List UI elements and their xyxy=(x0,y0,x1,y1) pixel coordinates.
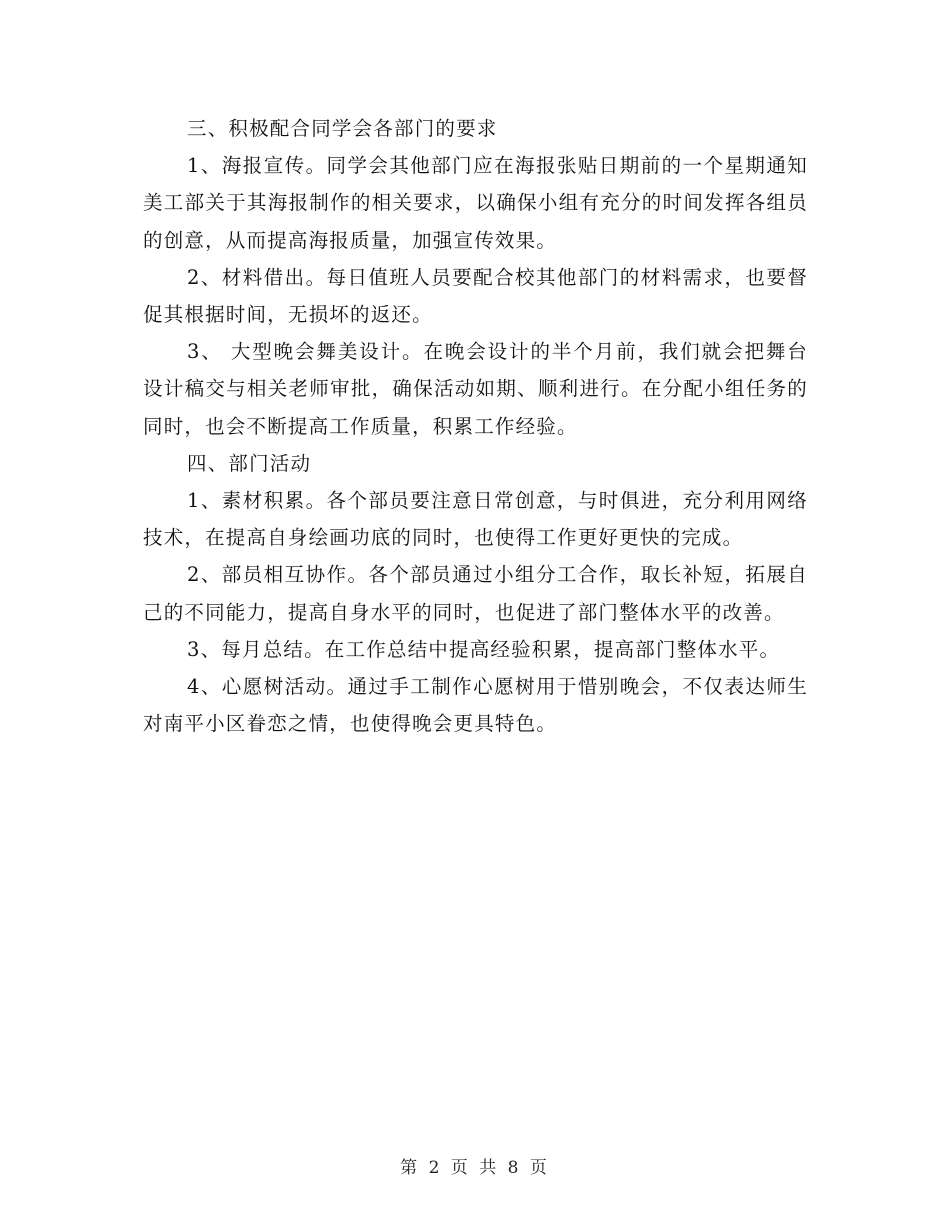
paragraph-material-accumulation: 1、素材积累。各个部员要注意日常创意，与时俱进，充分利用网络技术，在提高自身绘画功底的同时，也使得工作更好更快的完成。 xyxy=(143,489,808,550)
paragraph-stage-design: 3、 大型晚会舞美设计。在晚会设计的半个月前，我们就会把舞台设计稿交与相关老师审批，确保活动如期、顺利进行。在分配小组任务的同时，也会不断提高工作质量，积累工作经验。 xyxy=(143,340,808,438)
section-heading-3: 三、积极配合同学会各部门的要求 xyxy=(187,117,498,140)
paragraph-member-cooperation: 2、部员相互协作。各个部员通过小组分工合作，取长补短，拓展自己的不同能力，提高自身水平的同时，也促进了部门整体水平的改善。 xyxy=(143,563,808,624)
page-number-footer: 第 2 页 共 8 页 xyxy=(400,1158,550,1178)
document-body xyxy=(143,110,808,742)
paragraph-poster-publicity: 1、海报宣传。同学会其他部门应在海报张贴日期前的一个星期通知美工部关于其海报制作的相关要求，以确保小组有充分的时间发挥各组员的创意，从而提高海报质量，加强宣传效果。 xyxy=(143,154,808,252)
paragraph-wish-tree: 4、心愿树活动。通过手工制作心愿树用于惜别晚会，不仅表达师生对南平小区眷恋之情，也使得晚会更具特色。 xyxy=(143,675,808,736)
paragraph-material-lending: 2、材料借出。每日值班人员要配合校其他部门的材料需求，也要督促其根据时间，无损坏的返还。 xyxy=(143,265,808,327)
section-heading-4: 四、部门活动 xyxy=(187,451,312,475)
paragraph-monthly-summary: 3、每月总结。在工作总结中提高经验积累，提高部门整体水平。 xyxy=(187,637,781,661)
